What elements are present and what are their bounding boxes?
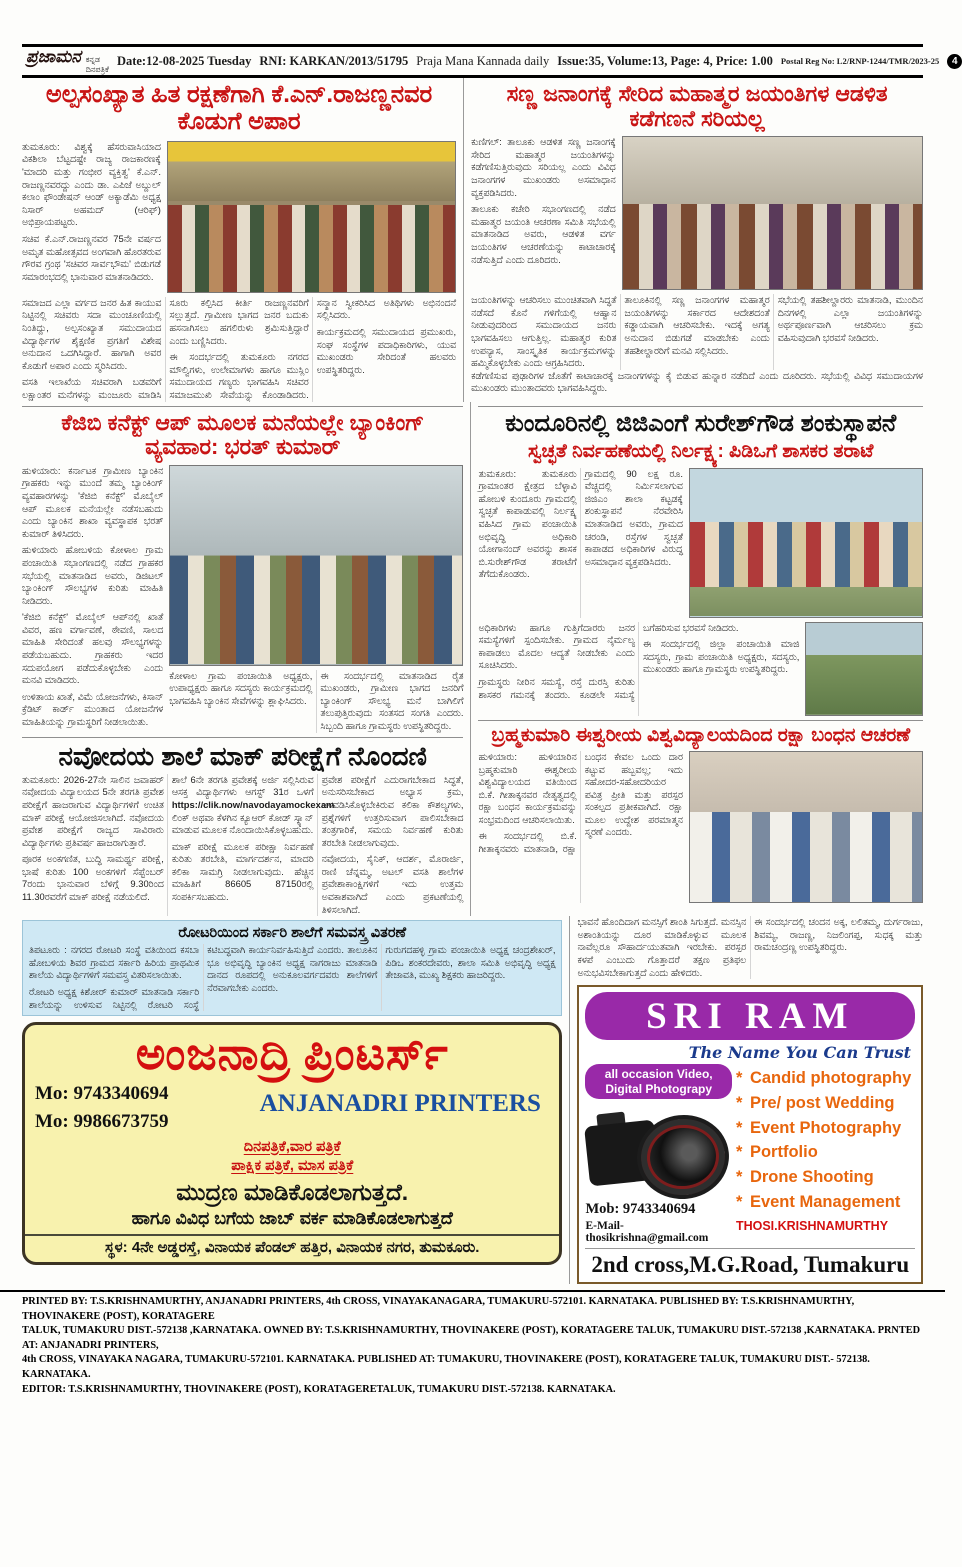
star-bullet: *: [735, 1118, 743, 1137]
ad-sriram-left-column: [585, 1064, 731, 1244]
ad-anjanadri-offer-line: ಹಾಗೂ ವಿವಿಧ ಬಗೆಯ ಜಾಬ್ ವರ್ಕ ಮಾಡಿಕೊಡಲಾಗುತ್ತದೆ: [131, 1207, 453, 1228]
service-item: [736, 1190, 915, 1215]
article-paragraph: ತುಮಕೂರು: 2026-27ನೇ ಸಾಲಿನ ಜವಾಹರ್ ನವೋದಯ ವಿದ್ಯಾಲಯದ 5ನೇ ತರಗತಿ ಪ್ರವೇಶ ಪರೀಕ್ಷೆಗೆ ಹಾಜರಾಗುವ ವಿದ್ಯಾರ್ಥಿಗಳಿಗೆ ಉಚಿತ ಮಾಕ್ ಪರೀಕ್ಷೆ ಆಯೋಜಿಸಲಾಗಿದೆ. ನವೋದಯ ಪ್ರವೇಶ ಪರೀಕ್ಷೆಗೆ ರಾಜ್ಯದ ಸಾವಿರಾರು ವಿದ್ಯಾರ್ಥಿಗಳು ಪ್ರತಿವರ್ಷ ಹಾಜರಾಗುತ್ತಾರೆ.: [22, 773, 164, 848]
article-kunduru: [478, 411, 923, 716]
imprint-footer: [0, 1290, 945, 1397]
article-kgb-headline: ಕೆಜಿಬಿ ಕನೆಕ್ಟ್ ಆಪ್ ಮೂಲಕ ಮನೆಯಲ್ಲೇ ಬ್ಯಾಂಕಿಂಗ್ ವ್ಯವಹಾರ: ಭರತ್ ಕುಮಾರ್: [61, 409, 425, 460]
article-jayanthi-leadcol: [471, 136, 616, 290]
ad-sriram-badge: [585, 1064, 731, 1099]
article-rajanna-leadcol: [22, 141, 161, 293]
article-rotary-columns: [29, 944, 555, 1011]
article-jayanthi-columns: [471, 294, 923, 370]
phone-number: Mo: 9986673759: [35, 1111, 169, 1133]
article-paragraph: ಅಧಿಕಾರಿಗಳು ಹಾಗೂ ಗುತ್ತಿಗೆದಾರರು ಜನರ ಸಮಸ್ಯೆಗಳಿಗೆ ಸ್ಪಂದಿಸಬೇಕು. ಗ್ರಾಮದ ನೈರ್ಮಲ್ಯ ಕಾಪಾಡಲು ಮೊದಲ ಆದ್ಯತೆ ನೀಡಬೇಕು ಎಂದು ಸೂಚಿಸಿದರು.: [478, 621, 635, 671]
article-rajanna-columns: [22, 297, 456, 402]
badge-line: all occasion Video,: [604, 1067, 713, 1082]
rni-number: RNI: KARKAN/2013/51795: [259, 53, 409, 68]
article-rajanna: [22, 78, 464, 402]
article-kunduru-columns: [478, 622, 799, 716]
bottom-band: [22, 916, 923, 1284]
article-paragraph: ಗ್ರಾಮದಲ್ಲಿ 90 ಲಕ್ಷ ರೂ. ವೆಚ್ಚದಲ್ಲಿ ನಿರ್ಮಿಸಲಾಗುವ ಜಿಜಿಎಂ ಶಾಲಾ ಕಟ್ಟಡಕ್ಕೆ ಶಂಕುಸ್ಥಾಪನೆ ನೆರವೇರಿಸಿ ಮಾತನಾಡಿದ ಅವರು, ಗ್ರಾಮದ ಚರಂಡಿ, ರಸ್ತೆಗಳ ಸ್ವಚ್ಛತೆ ಕಾಪಾಡದ ಅಧಿಕಾರಿಗಳ ವಿರುದ್ಧ ಅಸಮಾಧಾನ ವ್ಯಕ್ತಪಡಿಸಿದರು.: [584, 467, 683, 567]
article-paragraph: ಪ್ರವೇಶ ಪರೀಕ್ಷೆಗೆ ಎದುರಾಗಬೇಕಾದ ಸಿದ್ಧತೆ, ಅನುಸರಿಸಬೇಕಾದ ಅಭ್ಯಾಸ ಕ್ರಮ, ಅಳವಡಿಸಿಕೊಳ್ಳಬೇಕಿರುವ ಕಲಿಕಾ ಕೌಶಲ್ಯಗಳು, ಪ್ರಶ್ನೆಗಳಿಗೆ ಉತ್ತರಿಸುವಾಗ ಪಾಲಿಸಬೇಕಾದ ತಂತ್ರಗಾರಿಕೆ, ಸಮಯ ನಿರ್ವಹಣೆ ಕುರಿತು ತರಬೇತಿ ನೀಡಲಾಗುವುದು.: [321, 773, 464, 848]
page-number-badge: 4: [947, 54, 962, 69]
ad-sriram-tagline: The Name You Can Trust: [688, 1043, 911, 1063]
ad-sri-ram-photography: [577, 985, 923, 1284]
middle-left-stack: [22, 402, 471, 917]
article-kgb-columns: [169, 670, 463, 733]
service-item: [736, 1165, 915, 1190]
service-item: [736, 1140, 915, 1165]
article-paragraph: ತುಮಕೂರು: ವಿಶ್ವಕ್ಕೆ ಹೆಸರುವಾಸಿಯಾದ ವಿಕಶಿಲಾ ಬೆಟ್ಟದಷ್ಟೇ ರಾಜ್ಯ ರಾಜಕಾರಣಕ್ಕೆ 'ಮಾದರಿ ಮತ್ತು ಗಂಭೀರ ವ್ಯಕ್ತಿತ್ವ' ಕೆ.ಎನ್. ರಾಜಣ್ಣನವರದ್ದು ಎಂದು ಡಾ. ಎಪಿಜೆ ಅಬ್ದುಲ್ ಕಲಾಂ ಫೌಂಡೇಷನ್ ಆಂಡ್ ಅಕ್ಯಾಡೆಮಿ ಅಧ್ಯಕ್ಷ ನಿಸಾರ್ ಅಹಮದ್ (ಆರಿಫ್) ಅಭಿಪ್ರಾಯಪಟ್ಟರು.: [22, 140, 161, 228]
service-label: Event Photography: [749, 1118, 902, 1137]
article-paragraph: ತುಮಕೂರು: ತುಮಕೂರು ಗ್ರಾಮಾಂತರ ಕ್ಷೇತ್ರದ ಬೆಳ್ಳಾವಿ ಹೋಬಳಿ ಕುಂದೂರು ಗ್ರಾಮದಲ್ಲಿ ಸ್ವಚ್ಛತೆ ಕಾಪಾಡುವಲ್ಲಿ ನಿರ್ಲಕ್ಷ್ಯ ವಹಿಸಿದ ಗ್ರಾಮ ಪಂಚಾಯಿತಿ ಅಭಿವೃದ್ಧಿ ಅಧಿಕಾರಿ ಯೋಗಾನಂದ್ ಅವರನ್ನು ಶಾಸಕ ಬಿ.ಸುರೇಶ್‌ಗೌಡ ತರಾಟೆಗೆ ತೆಗೆದುಕೊಂಡರು.: [478, 467, 577, 580]
photo-kgb-bank-meeting: [169, 465, 463, 666]
service-item: [736, 1091, 915, 1116]
middle-band: [22, 402, 923, 917]
article-paragraph: ಉಳಿತಾಯ ಖಾತೆ, ವಿಮೆ ಯೋಜನೆಗಳು, ಕಿಸಾನ್ ಕ್ರೆಡಿಟ್ ಕಾರ್ಡ್ ಮುಂತಾದ ಯೋಜನೆಗಳ ಮಾಹಿತಿಯನ್ನು ಗ್ರಾಮಸ್ಥರಿಗೆ ನೀಡಲಾಯಿತು.: [22, 690, 164, 728]
article-paragraph: 'ಕೆಜಿಬಿ ಕನೆಕ್ಟ್' ಮೊಬೈಲ್ ಆಪ್‌ನಲ್ಲಿ ಖಾತೆ ವಿವರ, ಹಣ ವರ್ಗಾವಣೆ, ಠೇವಣಿ, ಸಾಲದ ಮಾಹಿತಿ ಸೇರಿದಂತೆ ಹಲವು ಸೌಲಭ್ಯಗಳನ್ನು ಪಡೆಯಬಹುದು. ಗ್ರಾಹಕರು ಇದರ ಸದುಪಯೋಗ ಪಡೆದುಕೊಳ್ಳಬೇಕು ಎಂದು ಮನವಿ ಮಾಡಿದರು.: [22, 611, 164, 686]
article-jayanthi-headline: ಸಣ್ಣ ಜನಾಂಗಕ್ಕೆ ಸೇರಿದ ಮಹಾತ್ಮರ ಜಯಂತಿಗಳ ಆಡಳಿತ ಕಡೆಗಣನೆ ಸರಿಯಲ್ಲ: [506, 81, 888, 131]
newspaper-page: [0, 44, 958, 1284]
article-paragraph: ಪೂರಕ ಅಂಕಗಣಿತ, ಬುದ್ಧಿ ಸಾಮರ್ಥ್ಯ ಪರೀಕ್ಷೆ, ಭಾಷೆ ಕುರಿತು 100 ಅಂಕಗಳಿಗೆ ಸೆಪ್ಟೆಂಬರ್ 7ರಂದು ಭಾನುವಾರ ಬೆಳಿಗ್ಗೆ 9.30ರಿಂದ 11.30ರವರೆಗೆ ಮಾಕ್ ಪರೀಕ್ಷೆ ನಡೆಯಲಿದೆ.: [22, 853, 164, 903]
navodaya-registration-link: https://clik.now/navodayamockexam: [171, 798, 335, 810]
article-text: ಲಿಂಕ್ ಅಥವಾ ಕೆಳಗಿನ ಕ್ಯೂಆರ್ ಕೋಡ್ ಸ್ಕ್ಯಾನ್ ಮಾಡುವ ಮೂಲಕ ನೊಂದಾಯಿಸಿಕೊಳ್ಳಬಹುದು.: [171, 811, 314, 836]
article-paragraph: ವಸತಿ ಇಲಾಖೆಯ ಸಚಿವರಾಗಿ ಬಡವರಿಗೆ ಲಕ್ಷಾಂತರ ಮನೆಗಳನ್ನು ಮಂಜೂರು ಮಾಡಿಸಿ ಸೂರು ಕಲ್ಪಿಸಿದ ಕೀರ್ತಿ ರಾಜಣ್ಣನವರಿಗೆ ಸಲ್ಲುತ್ತದೆ. ಗ್ರಾಮೀಣ ಭಾಗದ ಜನರ ಬದುಕು ಹಸನಾಗಿಸಲು ಹಗಲಿರುಳು ಶ್ರಮಿಸುತ್ತಿದ್ದಾರೆ ಎಂದು ಬಣ್ಣಿಸಿದರು.: [22, 296, 309, 400]
article-kunduru-headline: ಕುಂದೂರಿನಲ್ಲಿ ಜಿಜಿಎಂಗೆ ಸುರೇಶ್‌ಗೌಡ ಶಂಕುಸ್ಥಾಪನೆ: [505, 409, 897, 437]
article-paragraph: ಈ ಸಂದರ್ಭದಲ್ಲಿ ಜಿಲ್ಲಾ ಪಂಚಾಯಿತಿ ಮಾಜಿ ಸದಸ್ಯರು, ಗ್ರಾಮ ಪಂಚಾಯಿತಿ ಅಧ್ಯಕ್ಷರು, ಸದಸ್ಯರು, ಮುಖಂಡರು ಹಾಗೂ ಗ್ರಾಮಸ್ಥರು ಉಪಸ್ಥಿತರಿದ್ದರು.: [642, 638, 800, 675]
article-paragraph: ನವೋದಯ, ಸೈನಿಕ್, ಆದರ್ಶ, ಮೊರಾರ್ಜಿ, ರಾಣಿ ಚೆನ್ನಮ್ಮ, ಅಟಲ್ ವಸತಿ ಶಾಲೆಗಳ ಪ್ರವೇಶಾಕಾಂಕ್ಷಿಗಳಿಗೆ ಇದು ಉತ್ತಮ ಅವಕಾಶವಾಗಿದೆ ಎಂದು ಪ್ರಕಟಣೆಯಲ್ಲಿ ತಿಳಿಸಲಾಗಿದೆ.: [321, 853, 464, 915]
issue-date: Date:12-08-2025 Tuesday: [116, 53, 252, 68]
ad-sriram-email: E-Mail-thosikrishna@gmail.com: [585, 1220, 709, 1245]
article-paragraph: ಈ ಸಂದರ್ಭದಲ್ಲಿ ಬಿ.ಕೆ. ಗೀತಾಕ್ಕನವರು ಮಾತನಾಡಿ, ರಕ್ಷಾ ಬಂಧನ ಕೇವಲ ಒಂದು ದಾರ ಕಟ್ಟುವ ಹಬ್ಬವಲ್ಲ; ಇದು ಸಹೋದರ-ಸಹೋದರಿಯರ ಪವಿತ್ರ ಪ್ರೀತಿ ಮತ್ತು ಪರಸ್ಪರ ಸಂಕಲ್ಪದ ಪ್ರತೀಕವಾಗಿದೆ. ರಕ್ಷಾ ಮೂಲ ಉದ್ದೇಶ ಪರಮಾತ್ಮನ ಸ್ಮರಣೆ ಎಂದರು.: [478, 750, 683, 855]
article-paragraph: ಹುಳಿಯಾರು: ಹುಳಿಯಾರಿನ ಬ್ರಹ್ಮಕುಮಾರಿ ಈಶ್ವರೀಯ ವಿಶ್ವವಿದ್ಯಾಲಯದ ವತಿಯಿಂದ ಬಿ.ಕೆ. ಗೀತಾಕ್ಕನವರ ನೇತೃತ್ವದಲ್ಲಿ ರಕ್ಷಾ ಬಂಧನ ಕಾರ್ಯಕ್ರಮವನ್ನು ಸಂಭ್ರಮದಿಂದ ಆಚರಿಸಲಾಯಿತು.: [478, 750, 577, 825]
article-paragraph: ಗುರುಗದಹಳ್ಳಿ ಗ್ರಾಮ ಪಂಚಾಯಿತಿ ಅಧ್ಯಕ್ಷ ಚಂದ್ರಶೇಖರ್, ಪಿಡಿಒ ಶಂಕರದೇವರು, ಶಾಲಾ ಸಮಿತಿ ಅಭಿವೃದ್ಧಿ ಅಧ್ಯಕ್ಷ ತೇಜಾವತಿ, ಮುಖ್ಯ ಶಿಕ್ಷಕರು ಹಾಜರಿದ್ದರು.: [385, 944, 556, 981]
article-paragraph: ಜಯಂತಿಗಳನ್ನು ಆಚರಿಸಲು ಮುಂಚಿತವಾಗಿ ಸಿದ್ಧತೆ ನಡೆಸದೆ ಕೊನೆ ಗಳಿಗೆಯಲ್ಲಿ ಆಹ್ವಾನ ನೀಡುವುದರಿಂದ ಸಮುದಾಯದ ಜನರು ಭಾಗವಹಿಸಲು ಆಗುತ್ತಿಲ್ಲ. ಮಹಾತ್ಮರ ಕುರಿತ ಉಪನ್ಯಾಸ, ಸಾಂಸ್ಕೃತಿಕ ಕಾರ್ಯಕ್ರಮಗಳನ್ನು ಹಮ್ಮಿಕೊಳ್ಳಬೇಕು ಎಂದು ಆಗ್ರಹಿಸಿದರು.: [471, 294, 617, 369]
article-paragraph: ಈ ಸಂದರ್ಭದಲ್ಲಿ ಮಾತನಾಡಿದ ರೈತ ಮುಖಂಡರು, ಗ್ರಾಮೀಣ ಭಾಗದ ಜನರಿಗೆ ಬ್ಯಾಂಕಿಂಗ್ ಸೌಲಭ್ಯ ಮನೆ ಬಾಗಿಲಿಗೆ ತಲುಪುತ್ತಿರುವುದು ಸಂತಸದ ಸಂಗತಿ ಎಂದರು. ಸಿಬ್ಬಂದಿ ಹಾಗೂ ಗ್ರಾಮಸ್ಥರು ಉಪಸ್ಥಿತರಿದ್ದರು.: [320, 669, 464, 732]
ad-sriram-name: SRI RAM: [585, 992, 915, 1040]
service-label: Portfolio: [749, 1143, 818, 1162]
star-bullet: *: [735, 1093, 743, 1112]
star-bullet: *: [735, 1192, 743, 1211]
article-jayanthi-kicker: ಕಡೆಗಣಿಸುವ ಪುಢಾರಿಗಳ ಜೊತೆಗೆ ಕಾಟಾಚಾರಕ್ಕೆ ಜನಾಂಗಗಳನ್ನು ಕೈ ಬಿಡುವ ಹುನ್ನಾರ ನಡೆದಿದೆ ಎಂದು ದೂರಿದರು. ಸಭೆಯಲ್ಲಿ ವಿವಿಧ ಸಮುದಾಯಗಳ ಮುಖಂಡರು ಮುಂತಾದವರು ಭಾಗವಹಿಸಿದ್ದರು.: [471, 369, 923, 394]
article-text: ಶಾಲೆ 6ನೇ ತರಗತಿ ಪ್ರವೇಶಕ್ಕೆ ಅರ್ಜಿ ಸಲ್ಲಿಸಿರುವ ಆಸಕ್ತ ವಿದ್ಯಾರ್ಥಿಗಳು ಆಗಸ್ಟ್ 31ರ ಒಳಗೆ: [171, 773, 314, 798]
paper-logo: ಪ್ರಜಾಮನ: [26, 47, 81, 66]
photo-rajanna-felicitation-group: [167, 141, 456, 293]
masthead: [22, 44, 958, 78]
article-rajanna-headline: ಅಲ್ಪಸಂಖ್ಯಾತ ಹಿತ ರಕ್ಷಣೆಗಾಗಿ ಕೆ.ಎನ್.ರಾಜಣ್ಣನವರ ಕೊಡುಗೆ ಅಪಾರ: [45, 81, 433, 135]
article-paragraph: ಕಾರ್ಯಕ್ರಮದಲ್ಲಿ ಸಮುದಾಯದ ಪ್ರಮುಖರು, ಸಂಘ ಸಂಸ್ಥೆಗಳ ಪದಾಧಿಕಾರಿಗಳು, ಯುವ ಮುಖಂಡರು ಸೇರಿದಂತೆ ಹಲವರು ಉಪಸ್ಥಿತರಿದ್ದರು.: [316, 325, 457, 375]
ad-sriram-person-name: THOSI.KRISHNAMURTHY: [735, 1218, 889, 1233]
ad-anjanadri-service-line: ಪಾಕ್ಷಿಕ ಪತ್ರಿಕೆ, ಮಾಸ ಪತ್ರಿಕೆ: [231, 1157, 354, 1174]
article-kgb-leadcol: [22, 465, 163, 733]
article-paragraph: ತಾಲೂಕು ಕಚೇರಿ ಸಭಾಂಗಣದಲ್ಲಿ ನಡೆದ ಮಹಾತ್ಮರ ಜಯಂತಿ ಆಚರಣಾ ಸಮಿತಿ ಸಭೆಯಲ್ಲಿ ಮಾತನಾಡಿದ ಅವರು, ಆಡಳಿತ ವರ್ಗ ಜಯಂತಿಗಳ ಆಚರಣೆಯನ್ನು ಕಾಟಾಚಾರಕ್ಕೆ ನಡೆಸುತ್ತಿದೆ ಎಂದು ದೂರಿದರು.: [471, 203, 616, 265]
paper-name-english: Praja Mana Kannada daily: [416, 53, 550, 68]
article-paragraph: ಕೋಳಾಲ ಗ್ರಾಮ ಪಂಚಾಯಿತಿ ಅಧ್ಯಕ್ಷರು, ಉಪಾಧ್ಯಕ್ಷರು ಹಾಗೂ ಸದಸ್ಯರು ಕಾರ್ಯಕ್ರಮದಲ್ಲಿ ಭಾಗವಹಿಸಿ ಬ್ಯಾಂಕಿನ ಸೇವೆಗಳನ್ನು ಶ್ಲಾಘಿಸಿದರು.: [169, 669, 313, 706]
ad-anjanadri-service-line: ದಿನಪತ್ರಿಕೆ,ವಾರ ಪತ್ರಿಕೆ: [243, 1138, 341, 1155]
article-paragraph: ತಿಪಟೂರು : ನಗರದ ರೋಟರಿ ಸಂಸ್ಥೆ ವತಿಯಿಂದ ಕಸಬಾ ಹೋಬಳಿಯ ಶಿವರ ಗ್ರಾಮದ ಸರ್ಕಾರಿ ಹಿರಿಯ ಪ್ರಾಥಮಿಕ ಶಾಲೆಯ ವಿದ್ಯಾರ್ಥಿಗಳಿಗೆ ಸಮವಸ್ತ್ರ ವಿತರಿಸಲಾಯಿತು.: [29, 944, 200, 981]
photo-kunduru-foundation-ceremony: [689, 468, 923, 618]
postal-reg-number: Postal Reg No: L2/RNP-1244/TMR/2023-25: [780, 56, 940, 66]
article-paragraph: ತಾಲೂಕಿನಲ್ಲಿ ಸಣ್ಣ ಜನಾಂಗಗಳ ಮಹಾತ್ಮರ ಜಯಂತಿಗಳನ್ನು ಸರ್ಕಾರದ ಆದೇಶದಂತೆ ಕಡ್ಡಾಯವಾಗಿ ಆಚರಿಸಬೇಕು. ಇದಕ್ಕೆ ಅಗತ್ಯ ಅನುದಾನ ಬಿಡುಗಡೆ ಮಾಡಬೇಕು ಎಂದು ತಹಶೀಲ್ದಾರರಿಗೆ ಮನವಿ ಸಲ್ಲಿಸಿದರು.: [624, 294, 770, 356]
article-kunduru-leadcols: [478, 468, 682, 618]
star-bullet: *: [735, 1143, 743, 1162]
star-bullet: *: [735, 1069, 743, 1088]
badge-line: Digital Photograpy: [605, 1081, 713, 1096]
article-kunduru-subhead: ಸ್ವಚ್ಛತೆ ನಿರ್ವಹಣೆಯಲ್ಲಿ ನಿರ್ಲಕ್ಷ್ಯ: ಪಿಡಿಒಗೆ ಶಾಸಕರ ತರಾಟೆ: [528, 441, 874, 463]
ad-anjanadri-printers: [22, 1022, 562, 1264]
article-raksha-headline: ಬ್ರಹ್ಮಕುಮಾರಿ ಈಶ್ವರೀಯ ವಿಶ್ವವಿದ್ಯಾಲಯದಿಂದ ರಕ್ಷಾ ಬಂಧನ ಆಚರಣೆ: [491, 724, 911, 746]
service-label: Event Management: [749, 1192, 901, 1211]
ad-sriram-services: [736, 1064, 915, 1244]
article-rotary: [22, 920, 562, 1016]
bottom-right-stack: [570, 916, 923, 1284]
photo-jayanthi-meeting-group: [622, 136, 923, 290]
service-label: Pre/ post Wedding: [749, 1093, 895, 1112]
article-paragraph: ಹುಳಿಯಾರು: ಕರ್ನಾಟಕ ಗ್ರಾಮೀಣ ಬ್ಯಾಂಕಿನ ಗ್ರಾಹಕರು ಇನ್ನು ಮುಂದೆ ತಮ್ಮ ಬ್ಯಾಂಕಿಂಗ್ ವ್ಯವಹಾರಗಳನ್ನು 'ಕೆಜಿಬಿ ಕನೆಕ್ಟ್' ಮೊಬೈಲ್ ಆಪ್ ಮೂಲಕ ಮನೆಯಲ್ಲೇ ನಡೆಸಬಹುದು ಎಂದು ಬ್ಯಾಂಕಿನ ಶಾಖಾ ವ್ಯವಸ್ಥಾಪಕ ಭರತ್ ಕುಮಾರ್ ತಿಳಿಸಿದರು.: [22, 464, 164, 539]
camera-image: [585, 1103, 731, 1199]
ad-anjanadri-title-kannada: ಅಂಜನಾದ್ರಿ ಪ್ರಿಂಟರ್ಸ್: [135, 1029, 449, 1080]
bottom-left-stack: [22, 916, 570, 1284]
photo-kunduru-village-view: [805, 622, 923, 716]
imprint-line: EDITOR: T.S.KRISHNAMURTHY, THOVINAKERE (POST), KORATAGERETALUK, TUMAKURU DIST.-572138. KARNATAKA.: [22, 1383, 616, 1395]
article-paragraph: ಸಮಾಜದ ಎಲ್ಲಾ ವರ್ಗದ ಜನರ ಹಿತ ಕಾಯುವ ನಿಟ್ಟಿನಲ್ಲಿ ಸಚಿವರು ಸದಾ ಮುಂಚೂಣಿಯಲ್ಲಿ ನಿಂತಿದ್ದು, ಅಲ್ಪಸಂಖ್ಯಾತ ಸಮುದಾಯದ ವಿದ್ಯಾರ್ಥಿಗಳ ಶೈಕ್ಷಣಿಕ ಪ್ರಗತಿಗೆ ವಿಶೇಷ ಅನುದಾನ ಒದಗಿಸಿದ್ದಾರೆ. ಹಾಗಾಗಿ ಅವರ ಕೊಡುಗೆ ಅಪಾರ ಎಂದು ಸ್ಮರಿಸಿದರು.: [22, 296, 162, 371]
article-paragraph: [171, 773, 335, 837]
article-navodaya-columns: [22, 774, 463, 917]
ad-anjanadri-title-english: ANJANADRI PRINTERS: [259, 1090, 541, 1118]
service-item: [736, 1066, 915, 1091]
ad-anjanadri-phones: [35, 1080, 251, 1135]
article-raksha: [478, 725, 923, 903]
article-paragraph: ಸಚಿವ ಕೆ.ಎನ್.ರಾಜಣ್ಣನವರ 75ನೇ ವರ್ಷದ ಅಮೃತ ಮಹೋತ್ಸವದ ಅಂಗವಾಗಿ ಹೊರತರುವ ಗೌರವ ಗ್ರಂಥ 'ಸಚಿವರ ಸಾರ್ವಭೌಮ' ಬಿಡುಗಡೆ ಸಮಾರಂಭದಲ್ಲಿ ಭಾನುವಾರ ಮಾತನಾಡಿದರು.: [22, 232, 161, 282]
article-paragraph: ಈ ಸಂದರ್ಭದಲ್ಲಿ ಚಂದನ ಅಕ್ಕ, ಲಲಿತಮ್ಮ, ದುರ್ಗರಾಜು, ಶಿವಮ್ಯ, ರಾಜಣ್ಣ, ನಿಜಲಿಂಗಪ್ಪ, ಸುಧಕ್ಕ ಮತ್ತು ರಾಮಚಂದ್ರಣ್ಣ ಉಪಸ್ಥಿತರಿದ್ದರು.: [754, 916, 923, 953]
service-item: [736, 1116, 915, 1141]
ad-divider: [25, 1234, 559, 1236]
imprint-line: PRINTED BY: T.S.KRISHNAMURTHY, ANJANADRI PRINTERS, 4th CROSS, VINAYAKANAGARA, TUMAKURU-572101. KARNATAKA. PUBLISHED BY: T.S.KRISHNAMURTHY, THOVINAKERE (POST), KORATAGERE: [22, 1296, 855, 1322]
ad-sriram-mobile: Mob: 9743340694: [585, 1201, 696, 1218]
article-paragraph: ಭಾವನೆ ಹೊಂದಿದಾಗ ಮನಸ್ಸಿಗೆ ಶಾಂತಿ ಸಿಗುತ್ತದೆ. ಮನಸ್ಸಿನ ಅಶಾಂತಿಯನ್ನು ದೂರ ಮಾಡಿಕೊಳ್ಳುವ ಮೂಲಕ ನಾವೆಲ್ಲರೂ ಸೌಹಾರ್ದಯುತವಾಗಿ ಇರಬೇಕು. ಪರಸ್ಪರ ಕಳಪೆ ಎಂಬುದು ಗೊತ್ತಾದರೆ ತಕ್ಷಣ ಪ್ರತಿಫಲ ಅನುಭವಿಸಬೇಕಾಗುತ್ತದೆ ಎಂದು ಹೇಳಿದರು.: [577, 916, 747, 978]
article-paragraph: ಮಾಕ್ ಪರೀಕ್ಷೆ ಮೂಲಕ ಪರೀಕ್ಷಾ ನಿರ್ವಹಣೆ ಕುರಿತು ತರಬೇತಿ, ಮಾರ್ಗದರ್ಶನ, ಮಾದರಿ ಕಲಿಕಾ ಸಾಮಗ್ರಿ ನೀಡಲಾಗುವುದು. ಹೆಚ್ಚಿನ ಮಾಹಿತಿಗೆ 86605 87150ರಲ್ಲಿ ಸಂಪರ್ಕಿಸಬಹುದು.: [171, 840, 314, 903]
ad-sriram-address: 2nd cross,M.G.Road, Tumakuru: [585, 1248, 915, 1278]
article-navodaya: [22, 742, 463, 917]
article-jayanthi: [464, 78, 923, 402]
top-band: [22, 78, 923, 402]
article-paragraph: ರೋಟರಿ ಅಧ್ಯಕ್ಷ ಕಿಶೋರ್ ಕುಮಾರ್ ಮಾತನಾಡಿ ಸರ್ಕಾರಿ ಶಾಲೆಯನ್ನು ಉಳಿಸುವ ನಿಟ್ಟಿನಲ್ಲಿ ರೋಟರಿ ಸಂಸ್ಥೆ ಕಟಿಬದ್ಧವಾಗಿ ಕಾರ್ಯನಿರ್ವಹಿಸುತ್ತಿದೆ ಎಂದರು. ತಾಲೂಕಿನ ಭೂ ಅಭಿವೃದ್ಧಿ ಬ್ಯಾಂಕಿನ ಅಧ್ಯಕ್ಷ ನಾಗರಾಜು ಮಾತನಾಡಿ ದಾನದ ರೂಪದಲ್ಲಿ ಅನುಕೂಲವರ್ಗದವರು ಶಾಲೆಗಳಿಗೆ ನೆರವಾಗಬೇಕು ಎಂದರು.: [29, 944, 378, 1010]
service-label: Drone Shooting: [749, 1168, 874, 1187]
phone-number: Mo: 9743340694: [35, 1083, 169, 1105]
article-navodaya-headline: ನವೋದಯ ಶಾಲೆ ಮಾಕ್ ಪರೀಕ್ಷೆಗೆ ನೊಂದಣಿ: [58, 740, 427, 771]
article-rotary-headline: ರೋಟರಿಯಿಂದ ಸರ್ಕಾರಿ ಶಾಲೆಗೆ ಸಮವಸ್ತ್ರ ವಿತರಣೆ: [178, 925, 407, 942]
article-raksha-continuation: [577, 916, 923, 979]
article-paragraph: ಈ ಸಂದರ್ಭದಲ್ಲಿ ತುಮಕೂರು ನಗರದ ಮೌಲ್ವಿಗಳು, ಉಲೇಮಾಗಳು ಹಾಗೂ ಮುಸ್ಲಿಂ ಸಮುದಾಯದ ಗಣ್ಯರು ಭಾಗವಹಿಸಿ ಸಚಿವರ ಸಮಾಜಮುಖಿ ಸೇವೆಯನ್ನು ಕೊಂಡಾಡಿದರು. ಸನ್ಮಾನ ಸ್ವೀಕರಿಸಿದ ಅತಿಥಿಗಳು ಅಭಿನಂದನೆ ಸಲ್ಲಿಸಿದರು.: [169, 296, 457, 400]
imprint-line: TALUK, TUMAKURU DIST.-572138 ,KARNATAKA. OWNED BY: T.S.KRISHNAMURTHY, THOVINAKERE (POST), KORATAGERE TALUK, TUMAKURU DIST.-572138 ,KARNATAKA. PRNTED AT: ANJANADRI PRINTERS,: [22, 1325, 921, 1351]
article-kgb: [22, 411, 463, 733]
ad-anjanadri-address: ಸ್ಥಳ: 4ನೇ ಅಡ್ಡರಸ್ತೆ, ವಿನಾಯಕ ಪೆಂಡಲ್ ಹತ್ತಿರ, ವಿನಾಯಕ ನಗರ, ತುಮಕೂರು.: [105, 1238, 480, 1256]
article-paragraph: ಹುಳಿಯಾರು ಹೋಬಳಿಯ ಕೋಳಾಲ ಗ್ರಾಮ ಪಂಚಾಯಿತಿ ಸಭಾಂಗಣದಲ್ಲಿ ನಡೆದ ಗ್ರಾಹಕರ ಸಭೆಯಲ್ಲಿ ಮಾತನಾಡಿದ ಅವರು, ಡಿಜಿಟಲ್ ಬ್ಯಾಂಕಿಂಗ್ ಸೌಲಭ್ಯಗಳ ಕುರಿತು ಮಾಹಿತಿ ನೀಡಿದರು.: [22, 544, 164, 606]
middle-right-stack: [471, 402, 923, 917]
masthead-brand: [26, 47, 109, 75]
paper-logo-subtitle: ಕನ್ನಡ ದಿನಪತ್ರಿಕೆ: [85, 55, 109, 74]
article-kgb-right: [169, 465, 463, 733]
ad-anjanadri-offer-line: ಮುದ್ರಣ ಮಾಡಿಕೊಡಲಾಗುತ್ತದೆ.: [176, 1178, 409, 1205]
article-raksha-leadcols: [478, 751, 682, 903]
article-paragraph: ಗ್ರಾಮಸ್ಥರು ನೀರಿನ ಸಮಸ್ಯೆ, ರಸ್ತೆ ದುರಸ್ತಿ ಕುರಿತು ಶಾಸಕರ ಗಮನಕ್ಕೆ ತಂದರು. ಕೂಡಲೇ ಸಮಸ್ಯೆ ಬಗೆಹರಿಸುವ ಭರವಸೆ ನೀಡಿದರು.: [478, 621, 739, 700]
photo-raksha-bandhan-group: [689, 751, 923, 903]
imprint-line: 4th CROSS, VINAYAKA NAGARA, TUMAKURU-572101. KARNATAKA. PUBLISHED AT: TUMAKURU, THOVINAKERE (POST), KORATAGERE TALUK, TUMAKURU DIST.- 572138. KARNATAKA.: [22, 1354, 870, 1381]
article-paragraph: ಕುಣಿಗಲ್: ತಾಲೂಕು ಆಡಳಿತ ಸಣ್ಣ ಜನಾಂಗಕ್ಕೆ ಸೇರಿದ ಮಹಾತ್ಮರ ಜಯಂತಿಗಳನ್ನು ಕಡೆಗಣಿಸುತ್ತಿರುವುದು ಸರಿಯಲ್ಲ ಎಂದು ವಿವಿಧ ಜನಾಂಗಗಳ ಮುಖಂಡರು ಅಸಮಾಧಾನ ವ್ಯಕ್ತಪಡಿಸಿದರು.: [471, 136, 616, 198]
article-paragraph: ಸಭೆಯಲ್ಲಿ ತಹಶೀಲ್ದಾರರು ಮಾತನಾಡಿ, ಮುಂದಿನ ದಿನಗಳಲ್ಲಿ ಎಲ್ಲಾ ಜಯಂತಿಗಳನ್ನು ಅರ್ಥಪೂರ್ಣವಾಗಿ ಆಚರಿಸಲು ಕ್ರಮ ವಹಿಸುವುದಾಗಿ ಭರವಸೆ ನೀಡಿದರು.: [777, 294, 923, 344]
service-label: Candid photography: [749, 1069, 912, 1088]
star-bullet: *: [735, 1168, 743, 1187]
issue-volume-page-price: Issue:35, Volume:13, Page: 4, Price: 1.00: [557, 53, 773, 68]
